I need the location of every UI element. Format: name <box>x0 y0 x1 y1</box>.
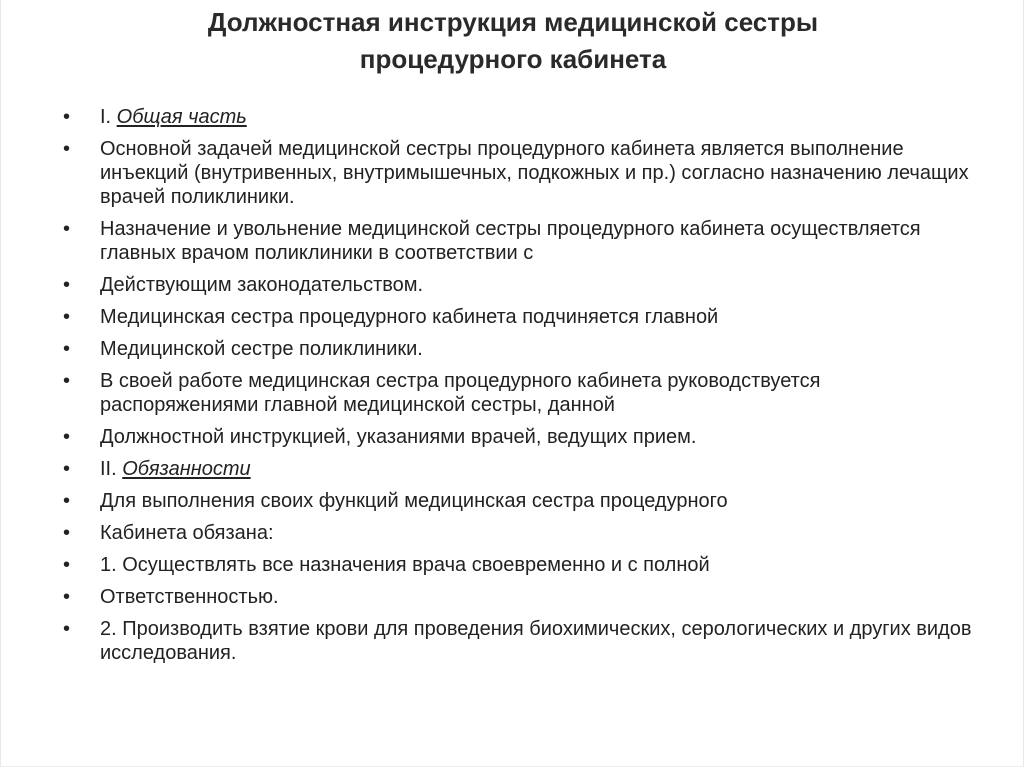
bullet-icon: • <box>63 218 71 240</box>
list-item-text: 1. Осуществлять все назначения врача своевременно и с полной <box>100 554 710 576</box>
list-item-text: Назначение и увольнение медицинской сестры процедурного кабинета осуществляется главных врачом поликлиники в соответствии с <box>100 218 921 264</box>
bullet-icon: • <box>63 338 71 360</box>
instruction-list <box>63 105 973 673</box>
list-item <box>63 425 973 449</box>
bullet-icon: • <box>63 522 71 544</box>
list-item-text: В своей работе медицинская сестра процедурного кабинета руководствуется распоряжениями главной медицинской сестры, данной <box>100 370 821 416</box>
list-item <box>63 489 973 513</box>
page-title <box>121 4 905 78</box>
list-item <box>63 553 973 577</box>
bullet-icon: • <box>63 586 71 608</box>
bullet-icon: • <box>63 554 71 576</box>
list-item-text: Должностной инструкцией, указаниями врачей, ведущих прием. <box>100 426 697 448</box>
bullet-icon: • <box>63 306 71 328</box>
section-title: Обязанности <box>122 458 251 480</box>
list-item-text: Ответственностью. <box>100 586 279 608</box>
bullet-icon: • <box>63 618 71 640</box>
list-item <box>63 369 973 417</box>
section-heading-general <box>63 105 973 129</box>
section-number: I. <box>100 106 117 128</box>
list-item-text: 2. Производить взятие крови для проведения биохимических, серологических и других видов исследования. <box>100 618 972 664</box>
bullet-icon: • <box>63 138 71 160</box>
list-item <box>63 273 973 297</box>
list-item <box>63 337 973 361</box>
list-item-text: Медицинская сестра процедурного кабинета подчиняется главной <box>100 306 719 328</box>
bullet-icon: • <box>63 458 71 480</box>
list-item <box>63 217 973 265</box>
list-item <box>63 617 973 665</box>
section-title: Общая часть <box>116 106 247 128</box>
title-line-1: Должностная инструкция медицинской сестры <box>207 7 819 37</box>
list-item <box>63 585 973 609</box>
section-heading-duties <box>63 457 973 481</box>
list-item <box>63 137 973 209</box>
list-item-text: Для выполнения своих функций медицинская сестра процедурного <box>100 490 728 512</box>
list-item-text: Медицинской сестре поликлиники. <box>100 338 423 360</box>
list-item-text: Действующим законодательством. <box>100 274 424 296</box>
title-line-2: процедурного кабинета <box>359 44 667 74</box>
list-item <box>63 305 973 329</box>
bullet-icon: • <box>63 370 71 392</box>
bullet-icon: • <box>63 106 71 128</box>
bullet-icon: • <box>63 490 71 512</box>
list-item <box>63 521 973 545</box>
bullet-icon: • <box>63 274 71 296</box>
list-item-text: Основной задачей медицинской сестры процедурного кабинета является выполнение инъекций (внутривенных, внутримышечных, подкожных и пр.) согласно назначению лечащих врачей поликлиники. <box>100 138 969 208</box>
list-item-text: Кабинета обязана: <box>100 522 274 544</box>
section-number: II. <box>100 458 123 480</box>
bullet-icon: • <box>63 426 71 448</box>
